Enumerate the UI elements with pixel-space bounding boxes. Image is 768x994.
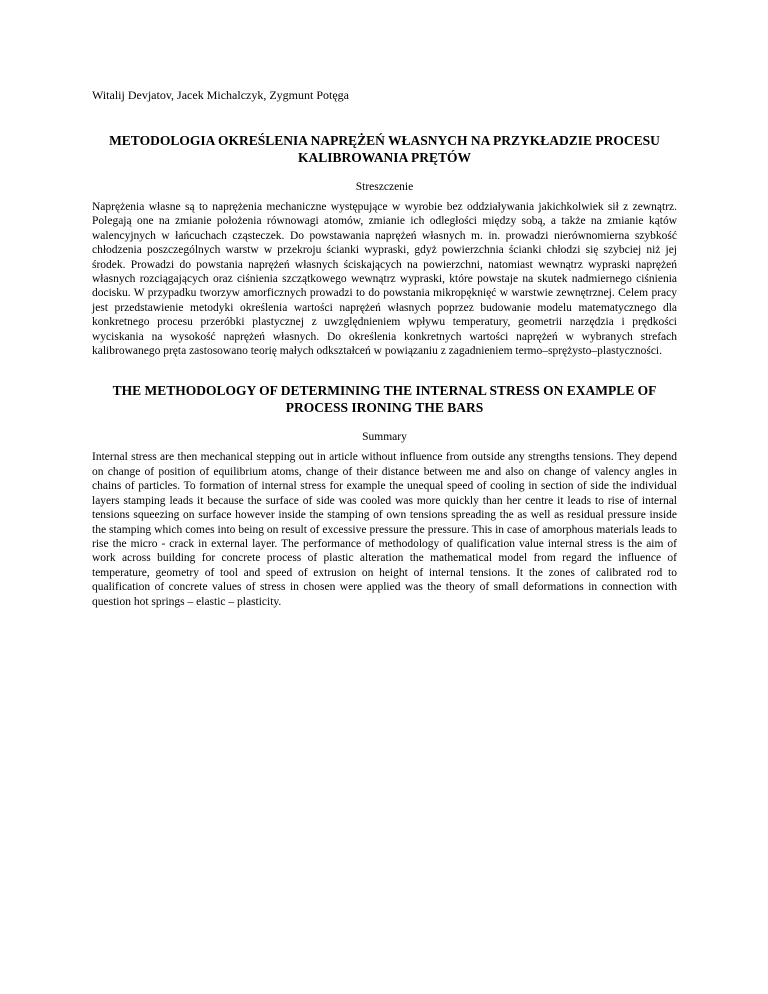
authors: Witalij Devjatov, Jacek Michalczyk, Zygmunt Potęga <box>92 88 349 102</box>
polish-title-line-1: METODOLOGIA OKREŚLENIA NAPRĘŻEŃ WŁASNYCH NA PRZYKŁADZIE PROCESU <box>109 133 660 148</box>
document-page <box>92 88 677 609</box>
english-title-line-1: THE METHODOLOGY OF DETERMINING THE INTERNAL STRESS ON EXAMPLE OF <box>112 383 657 399</box>
english-title-line-2: PROCESS IRONING THE BARS <box>285 400 484 416</box>
english-title <box>92 382 677 416</box>
polish-abstract: Naprężenia własne są to naprężenia mechaniczne występujące w wyrobie bez oddziaływania jakichkolwiek sił z zewnątrz. Polegają one na zmianie położenia równowagi atomów, zmianie ich odległości między sobą, a także na zmianie kątów walencyjnych w łańcuchach cząsteczek. Do powstawania naprężeń własnych m. in. prowadzi nierównomierna szybkość chłodzenia poszczególnych warstw w przekroju ścianki wypraski, gdyż powierzchnia ścianki chłodzi się szybciej niż jej środek. Prowadzi do powstania naprężeń własnych ściskających na powierzchni, natomiast wewnątrz wypraski naprężeń własnych rozciągających oraz ciśnienia szczątkowego wewnątrz wypraski, które powstaje na skutek nadmiernego ciśnienia docisku. W przypadku tworzyw amorficznych prowadzi to do powstania mikropęknięć w warstwie zewnętrznej. Celem pracy jest przedstawienie metodyki określenia wartości naprężeń własnych poprzez budowanie modelu matematycznego dla konkretnego procesu przeróbki plastycznej z uwzględnieniem wpływu temperatury, geometrii narzędzia i prędkości wyciskania na wysokość naprężeń własnych. Do określenia konkretnych wartości naprężeń w wybranych strefach kalibrowanego pręta zastosowano teorię małych odkształceń w powiązaniu z zagadnieniem termo–sprężysto–plastyczności. <box>92 201 677 358</box>
polish-section-label: Streszczenie <box>355 181 414 193</box>
polish-title <box>92 132 677 166</box>
english-abstract: Internal stress are then mechanical stepping out in article without influence from outside any strengths tensions. They depend on change of position of equilibrium atoms, change of their distance between me and also on change of valency angles in chains of particles. To formation of internal stress for example the unequal speed of cooling in section of side the individual layers stamping leads it because the surface of side was cooled was more quickly than her centre it leads to rise of internal tensions squeezing on surface however inside the stamping of own tensions spreading the as well as residual pressure inside the stamping which comes into being on result of excessive pressure the pressure. This in case of amorphous materials leads to rise the micro - crack in external layer. The performance of methodology of qualification value internal stress is the aim of work across building for concrete process of plastic alteration the mathematical model from regard the influence of temperature, geometry of tool and speed of extrusion on height of internal tensions. It the zones of calibrated rod to qualification of concrete values of stress in chosen were applied was the theory of small deformations in connection with question hot springs – elastic – plasticity. <box>92 451 677 608</box>
polish-title-line-2: KALIBROWANIA PRĘTÓW <box>298 150 471 165</box>
english-section-label: Summary <box>362 431 407 444</box>
